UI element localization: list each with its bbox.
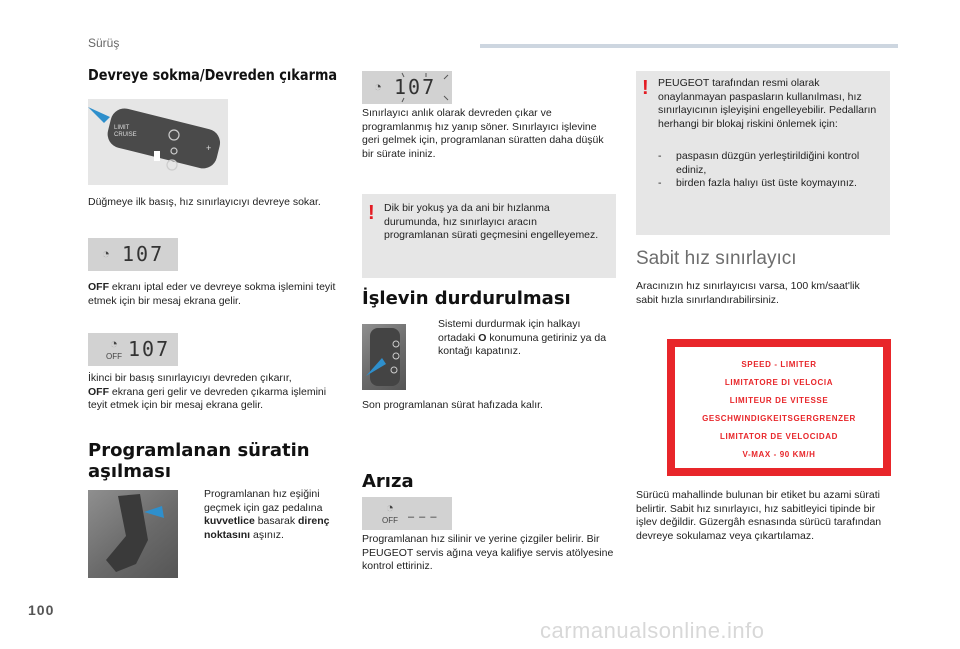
off-indicator: OFF <box>106 352 122 361</box>
paragraph-label-info: Sürücü mahallinde bulunan bir etiket bu azami sürati belirtir. Sabit hız sınırlayıcı, hız sabitleyici tipinde bir işlev değildir. Güzergâh esnasında sürücü tarafından devreye sokulamaz veya çıkartılamaz. <box>636 489 882 542</box>
label-line: LIMITATOR DE VELOCIDAD <box>719 432 839 441</box>
speedometer-icon: ◔ <box>102 246 110 261</box>
overspeed-text-c: basarak <box>254 515 298 527</box>
label-line: SPEED - LIMITER <box>741 360 817 369</box>
stalk-illustration <box>88 99 228 185</box>
paragraph-off-message <box>88 281 338 308</box>
section-title-fixed-limiter: Sabit hız sınırlayıcı <box>636 248 797 269</box>
selector-mark <box>154 151 160 161</box>
display-value: 107 <box>128 337 171 361</box>
foot-shape <box>106 494 148 572</box>
display-dashes: – – – <box>408 511 438 523</box>
label-inner <box>675 347 883 468</box>
label-line: V-MAX - 90 KM/H <box>742 450 816 459</box>
second-press-text-a: İkinci bir basış sınırlayıcıyı devreden çıkarır, <box>88 372 292 384</box>
speed-limiter-label <box>667 339 891 476</box>
arrow-icon <box>88 107 110 123</box>
dash-marker: - <box>658 177 662 189</box>
warning-box-floor-mats <box>636 71 890 235</box>
warning-text-slope: Dik bir yokuş ya da ani bir hızlanma durumunda, hız sınırlayıcı aracın programlanan sürati geçmesini engelleyemez. <box>384 202 599 241</box>
pedal-graphic <box>88 490 178 578</box>
stalk-body <box>105 105 223 171</box>
paragraph-overspeed <box>204 488 334 542</box>
dash-marker: - <box>658 150 662 162</box>
overspeed-bold-1: kuvvetlice <box>204 515 255 527</box>
overspeed-text-d: aşınız. <box>250 528 284 541</box>
section-title-fault: Arıza <box>362 471 414 492</box>
stalk-label-1: LIMIT <box>114 125 130 131</box>
paragraph-temporary-override: Sınırlayıcı anlık olarak devreden çıkar ve programlanmış hız yanıp söner. Sınırlayıcı işlevine geri gelmek için, programlanan süratten daha düşük bir sürate ininiz. <box>362 107 604 160</box>
cruise-icon <box>167 160 177 170</box>
paragraph-memory: Son programlanan sürat hafızada kalır. <box>362 399 543 411</box>
section-title-overspeed: Programlanan süratin aşılması <box>88 440 310 482</box>
label-line: LIMITEUR DE VITESSE <box>729 396 829 405</box>
overspeed-bold-2: direnç noktasını <box>204 515 330 541</box>
off-label: OFF <box>88 385 109 398</box>
off-indicator: OFF <box>382 516 398 525</box>
display-active <box>88 238 178 271</box>
speedometer-icon: ◔ <box>110 336 118 351</box>
paragraph-second-press <box>88 372 338 413</box>
display-value: 107 <box>122 242 165 266</box>
header-bar <box>480 44 898 48</box>
warning-list-item: paspasın düzgün yerleştirildiğini kontrol ediniz, <box>676 150 860 176</box>
page-number: 100 <box>28 602 55 618</box>
speedometer-icon: ◔ <box>374 79 382 94</box>
warning-icon: ! <box>368 202 375 224</box>
stop-text-a: Sistemi durdurmak için halkayı ortadaki <box>438 318 581 344</box>
off-message-text: ekranı iptal eder ve devreye sokma işlemini teyit etmek için bir mesaj ekrana gelir. <box>88 281 336 307</box>
stalk-stop-illustration <box>362 324 406 390</box>
section-title-stop: İşlevin durdurulması <box>362 288 571 309</box>
stalk-graphic <box>88 99 228 185</box>
section-tag: Sürüş <box>88 36 120 50</box>
paragraph-fixed-limiter: Aracınızın hız sınırlayıcısı varsa, 100 km/saat'lik sabit hızla sınırlandırabilirsiniz. <box>636 280 860 306</box>
display-value: 107 <box>394 75 437 99</box>
display-off <box>88 333 178 366</box>
label-line: GESCHWINDIGKEITSGERGRENZER <box>702 414 856 423</box>
paragraph-stop <box>438 318 608 359</box>
section-title-activation: Devreye sokma/Devreden çıkarma <box>88 66 338 84</box>
paragraph-first-press: Düğmeye ilk basış, hız sınırlayıcıyı devreye sokar. <box>88 196 321 208</box>
paragraph-fault: Programlanan hız silinir ve yerine çizgiler belirir. Bir PEUGEOT servis ağına veya kalifiye servis atölyesine kontrol ettiriniz. <box>362 533 614 572</box>
stalk-label-2: CRUISE <box>114 132 137 138</box>
overspeed-text-a: Programlanan hız eşiğini geçmek için gaz pedalına <box>204 488 323 514</box>
watermark: carmanualsonline.info <box>540 618 765 643</box>
label-line: LIMITATORE DI VELOCIA <box>724 378 834 387</box>
arrow-icon <box>144 506 164 518</box>
warning-box-slope <box>362 194 616 278</box>
plus-minus-icon: + <box>206 143 212 153</box>
warning-icon: ! <box>642 77 649 99</box>
pedal-illustration <box>88 490 178 578</box>
second-press-text-b: ekrana geri gelir ve devreden çıkarma işlemini teyit etmek için bir mesaj ekrana gelir. <box>88 385 327 411</box>
display-flashing <box>362 71 452 104</box>
off-label: OFF <box>88 281 109 293</box>
stop-bold: O <box>478 331 487 344</box>
stalk-stop-graphic <box>362 324 406 390</box>
warning-list-item: birden fazla halıyı üst üste koymayınız. <box>676 177 857 189</box>
speedometer-icon: ◔ <box>386 500 394 515</box>
stop-text-b: konumuna getiriniz ya da kontağı kapatınız. <box>438 331 607 357</box>
warning-text-floor-mats: PEUGEOT tarafından resmi olarak onaylanmayan paspasların kullanılması, hız sınırlayıcının işleyişini engelleyebilir. Pedalların herhangi bir blokaj riskini önlemek için: <box>658 77 877 130</box>
display-fault <box>362 497 452 530</box>
